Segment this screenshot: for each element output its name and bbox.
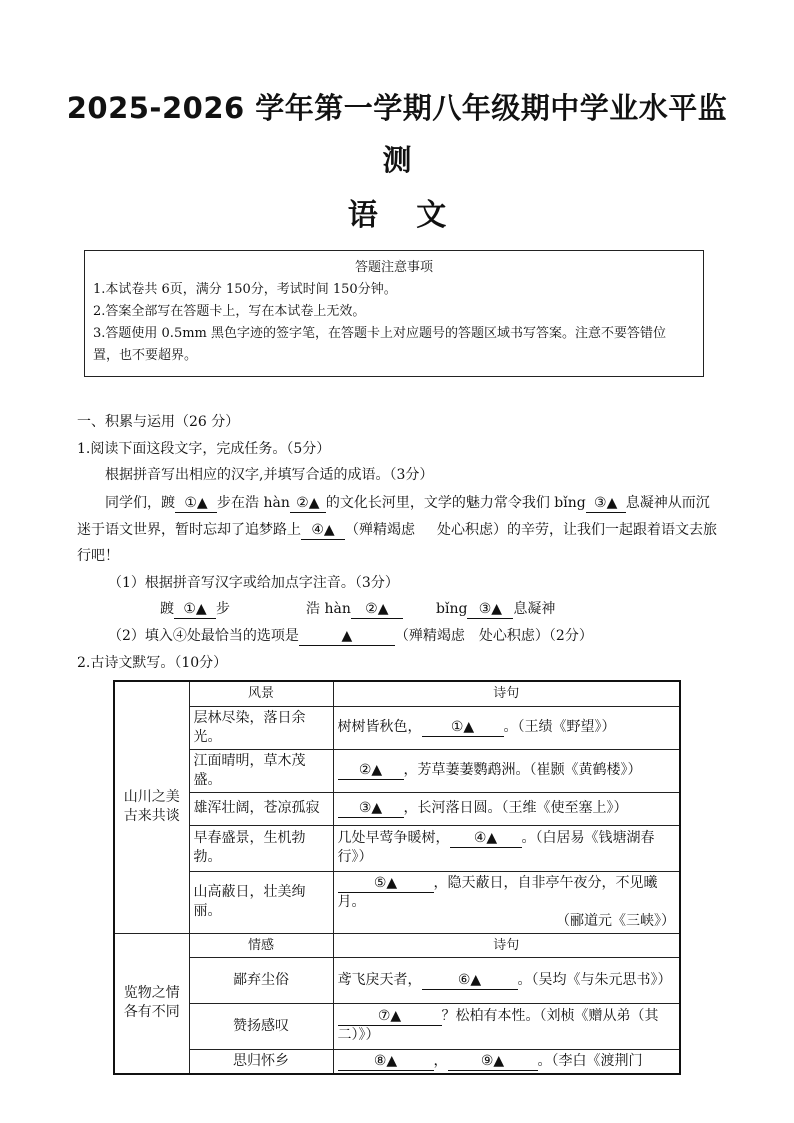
blank-3: ③▲ (586, 495, 626, 513)
question-1-prompt: 1.阅读下面这段文字，完成任务。（5分） (77, 441, 331, 457)
verse-text: ，长河落日圆。（王维《使至塞上》） (403, 800, 628, 816)
item-text: bǐng (436, 601, 468, 617)
emotion-cell: 鄙弃尘俗 (189, 957, 333, 1003)
verse-cell (333, 871, 680, 933)
passage-line-1 (105, 493, 710, 513)
verse-text: 。（白居易《钱塘湖春行》） (337, 830, 655, 865)
fill-blank-4: ④▲ (450, 830, 522, 848)
subject-title: 语 文 (347, 198, 461, 233)
verse-text: 。（李白《渡荆门 (537, 1052, 643, 1069)
notice-item: 2.答案全部写在答题卡上，写在本试卷上无效。 (93, 304, 366, 319)
exam-title: 2025-2026 学年第一学期八年级期中学业水平监 (66, 91, 728, 125)
fill-blank-5: ⑤▲ (338, 875, 434, 893)
sub-question-1-item-3 (436, 599, 555, 619)
passage-line-2 (77, 520, 717, 540)
verse-cell (333, 749, 680, 792)
sub-question-1-item-1 (160, 599, 230, 619)
fill-blank-6: ⑥▲ (422, 972, 518, 990)
sub-question-1-prompt: （1）根据拼音写汉字或给加点字注音。（3分） (108, 575, 399, 591)
answer-blank-4: ▲ (299, 628, 395, 646)
item-text: 浩 hàn (306, 601, 351, 617)
verse-text: ？松柏有本性。（刘桢《赠从弟（其二）》） (337, 1008, 659, 1043)
verse-cell (333, 1003, 680, 1049)
item-text: （2）填入④处最恰当的选项是 (108, 628, 299, 644)
item-text: 踱 (160, 601, 174, 617)
poetry-table (113, 680, 681, 1075)
question-1-instruction: 根据拼音写出相应的汉字,并填写合适的成语。（3分） (105, 467, 434, 483)
answer-blank-1: ①▲ (174, 601, 216, 619)
sub-question-2 (108, 626, 593, 646)
passage-text: 迷于语文世界，暂时忘却了追梦路上 (77, 522, 301, 538)
verse-cell (333, 1049, 680, 1074)
scene-cell: 层林尽染，落日余光。 (189, 706, 333, 749)
column-header: 诗句 (333, 681, 680, 706)
verse-cell (333, 957, 680, 1003)
column-header: 诗句 (333, 933, 680, 957)
emotion-cell: 赞扬感叹 (189, 1003, 333, 1049)
emotion-cell: 思归怀乡 (189, 1049, 333, 1074)
verse-cell (333, 792, 680, 825)
blank-1: ①▲ (175, 495, 217, 513)
fill-blank-7: ⑦▲ (338, 1008, 442, 1026)
verse-source: （郦道元《三峡》） (556, 912, 675, 929)
column-header: 情感 (189, 933, 333, 957)
question-2-prompt: 2.古诗文默写。（10分） (77, 655, 228, 671)
verse-text: 鸢飞戾天者， (337, 971, 422, 988)
scene-cell: 山高蔽日，壮美绚丽。 (189, 871, 333, 933)
verse-text: 。（吴均《与朱元思书》） (517, 971, 672, 988)
verse-text: ，隐天蔽日，自非亭午夜分，不见曦月。 (337, 874, 658, 910)
column-header: 风景 (189, 681, 333, 706)
answer-blank-2: ②▲ (351, 601, 403, 619)
fill-blank-9: ⑨▲ (448, 1053, 538, 1071)
verse-text: 几处早莺争暖树， (337, 830, 450, 846)
passage-line-3: 行吧！ (77, 548, 119, 564)
group-label: 山川之美古来共谈 (114, 681, 189, 933)
fill-blank-3: ③▲ (338, 800, 404, 818)
verse-text: ， (433, 1052, 448, 1069)
passage-text: 息凝神从而沉 (625, 495, 710, 511)
fill-blank-1: ①▲ (422, 719, 504, 737)
exam-title-continued: 测 (382, 143, 412, 177)
item-text: （殚精竭虑 处心积虑）（2分） (394, 628, 593, 644)
blank-4: ④▲ (301, 522, 345, 540)
verse-text: 树树皆秋色， (337, 719, 422, 735)
item-text: 息凝神 (513, 601, 556, 617)
notice-item: 置，也不要超界。 (93, 348, 198, 363)
passage-text: 步在浩 hàn (217, 495, 290, 511)
verse-text: ，芳草萋萋鹦鹉洲。（崔颢《黄鹤楼》） (403, 762, 642, 778)
verse-text: 。（王绩《野望》） (503, 719, 616, 735)
fill-blank-2: ②▲ (338, 762, 404, 780)
passage-text: 同学们，踱 (105, 495, 175, 511)
sub-question-1-item-2 (306, 599, 403, 619)
passage-text: 的文化长河里，文学的魅力常令我们 bǐng (325, 495, 586, 511)
blank-2: ②▲ (290, 495, 326, 513)
section-heading: 一、积累与运用（26 分） (77, 414, 240, 430)
scene-cell: 早春盛景，生机勃勃。 (189, 825, 333, 871)
scene-cell: 江面晴明，草木茂盛。 (189, 749, 333, 792)
notice-item: 3.答题使用 0.5mm 黑色字迹的签字笔，在答题卡上对应题号的答题区域书写答案。注意不要答错位 (93, 326, 666, 341)
notice-heading: 答题注意事项 (354, 260, 433, 275)
fill-blank-8: ⑧▲ (338, 1053, 434, 1071)
verse-cell (333, 706, 680, 749)
answer-blank-3: ③▲ (467, 601, 513, 619)
scene-cell: 雄浑壮阔，苍凉孤寂 (189, 792, 333, 825)
notice-box (84, 250, 704, 377)
passage-text: （殚精竭虑 (345, 522, 415, 538)
group-label: 览物之情各有不同 (114, 933, 189, 1074)
item-text: 步 (216, 601, 230, 617)
passage-text: 处心积虑）的辛劳，让我们一起跟着语文去旅 (437, 522, 717, 538)
verse-cell (333, 825, 680, 871)
notice-item: 1.本试卷共 6页，满分 150分，考试时间 150分钟。 (93, 282, 397, 297)
